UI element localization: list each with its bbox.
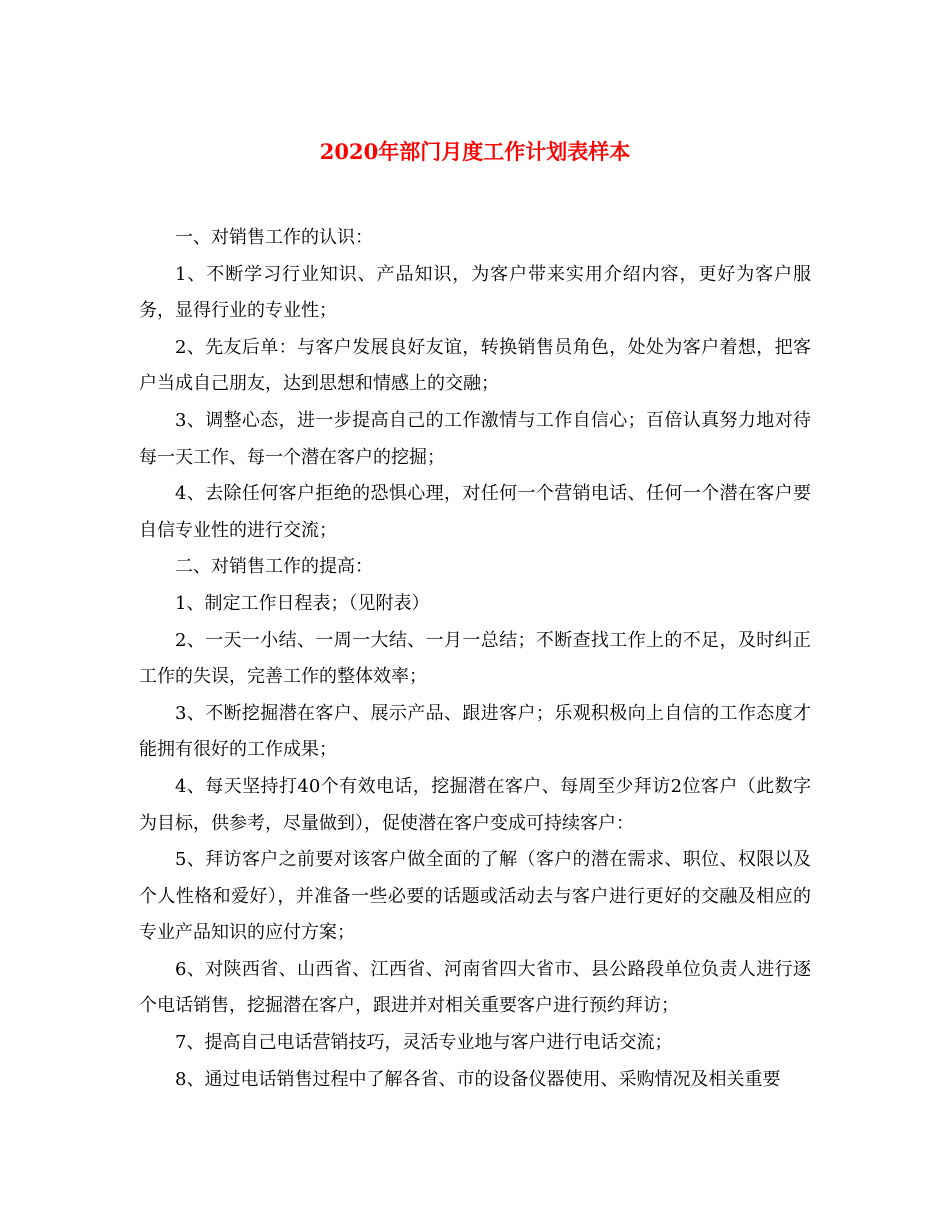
section-heading-2: 二、对销售工作的提高： [175, 556, 373, 578]
document-body [139, 220, 811, 1098]
paragraph: 2、一天一小结、一周一大结、一月一总结；不断查找工作上的不足，及时纠正工作的失误，完善工作的整体效率； [139, 629, 811, 688]
paragraph: 4、去除任何客户拒绝的恐惧心理，对任何一个营销电话、任何一个潜在客户要自信专业性的进行交流； [139, 483, 811, 541]
document-title: 2020年部门月度工作计划表样本 [319, 139, 631, 164]
paragraph: 1、不断学习行业知识、产品知识，为客户带来实用介绍内容，更好为客户服务，显得行业的专业性； [139, 263, 811, 322]
section-heading-1: 一、对销售工作的认识： [175, 227, 373, 248]
paragraph: 2、先友后单：与客户发展良好友谊，转换销售员角色，处处为客户着想，把客户当成自己朋友，达到思想和情感上的交融； [139, 336, 811, 395]
paragraph: 8、通过电话销售过程中了解各省、市的设备仪器使用、采购情况及相关重要 [175, 1068, 781, 1090]
paragraph: 3、调整心态，进一步提高自己的工作激情与工作自信心；百倍认真努力地对待每一天工作、每一个潜在客户的挖掘； [139, 409, 811, 468]
paragraph: 4、每天坚持打40个有效电话，挖掘潜在客户、每周至少拜访2位客户（此数字为目标，供参考，尽量做到），促使潜在客户变成可持续客户： [139, 775, 811, 834]
paragraph: 5、拜访客户之前要对该客户做全面的了解（客户的潜在需求、职位、权限以及个人性格和爱好），并准备一些必要的话题或活动去与客户进行更好的交融及相应的专业产品知识的应付方案； [139, 849, 811, 944]
paragraph: 3、不断挖掘潜在客户、展示产品、跟进客户；乐观积极向上自信的工作态度才能拥有很好的工作成果； [139, 702, 811, 761]
paragraph: 7、提高自己电话营销技巧，灵活专业地与客户进行电话交流； [175, 1032, 673, 1054]
paragraph: 1、制定工作日程表；（见附表） [175, 592, 430, 614]
paragraph: 6、对陕西省、山西省、江西省、河南省四大省市、县公路段单位负责人进行逐个电话销售，挖掘潜在客户，跟进并对相关重要客户进行预约拜访； [139, 958, 811, 1017]
